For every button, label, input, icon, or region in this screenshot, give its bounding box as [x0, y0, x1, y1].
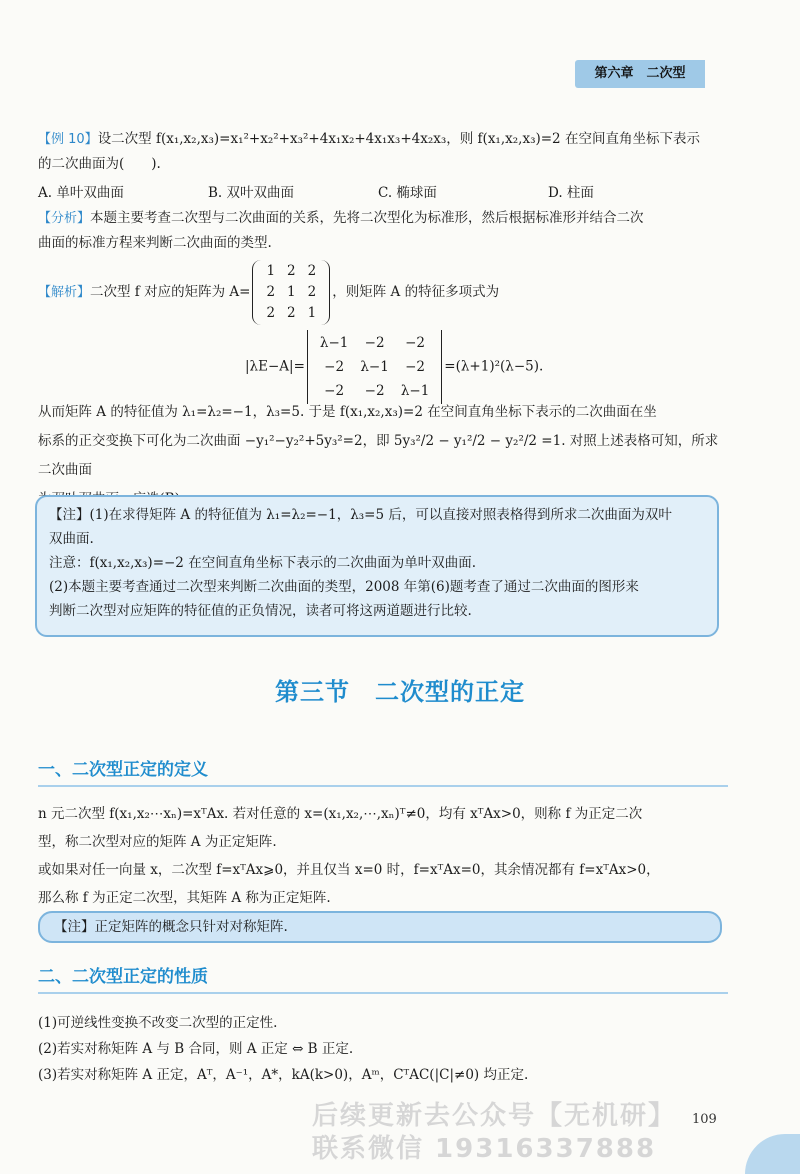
- page-number: 109: [692, 1112, 717, 1127]
- property-item: (3)若实对称矩阵 A 正定，Aᵀ，A⁻¹，A*，kA(k>0)，Aᵐ，CᵀAC(|C|≠0) 均正定.: [38, 1067, 529, 1083]
- solution-line-3: 从而矩阵 A 的特征值为 λ₁=λ₂=−1，λ₃=5. 于是 f(x₁,x₂,x₃)=2 在空间直角坐标下表示的二次曲面在坐: [38, 404, 657, 420]
- properties-list: [38, 1010, 728, 1088]
- det-right: =(λ+1)²(λ−5).: [444, 358, 544, 375]
- section-title: 第三节 二次型的正定: [275, 678, 525, 706]
- example-tag: 【例 10】: [38, 132, 98, 147]
- analysis-line-1: 本题主要考查二次型与二次曲面的关系，先将二次型化为标准形，然后根据标准形并结合二次: [90, 210, 644, 226]
- note-line-3: 注意：f(x₁,x₂,x₃)=−2 在空间直角坐标下表示的二次曲面为单叶双曲面.: [49, 555, 476, 571]
- option-d: D. 柱面: [548, 185, 594, 201]
- page-corner-decoration: [745, 1134, 800, 1174]
- def-line-2: 型，称二次型对应的矩阵 A 为正定矩阵.: [38, 834, 277, 850]
- note-line-4: (2)本题主要考查通过二次型来判断二次曲面的类型，2008 年第(6)题考查了通过二次曲面的图形来: [49, 579, 639, 595]
- matrix-a: 1 2 2 2 1 2 2 2 1: [252, 260, 330, 325]
- property-item: (1)可逆线性变换不改变二次型的正定性.: [38, 1015, 278, 1031]
- def-line-1: n 元二次型 f(x₁,x₂⋯xₙ)=xᵀAx. 若对任意的 x=(x₁,x₂,⋯,xₙ)ᵀ≠0，均有 xᵀAx>0，则称 f 为正定二次: [38, 806, 643, 822]
- def-line-3: 或如果对任一向量 x，二次型 f=xᵀAx⩾0，并且仅当 x=0 时，f=xᵀAx=0，其余情况都有 f=xᵀAx>0，: [38, 862, 660, 878]
- option-c: C. 椭球面: [378, 185, 437, 201]
- determinant: λ−1 −2 −2 −2 λ−1 −2 −2 −2 λ−1: [307, 330, 442, 404]
- solution-line-4: 标系的正交变换下可化为二次曲面 −y₁²−y₂²+5y₃²=2，即 5y₃²/2 − y₁²/2 − y₂²/2 =1. 对照上述表格可知，所求二次曲面: [38, 433, 719, 478]
- properties-heading: 二、二次型正定的性质: [38, 962, 728, 994]
- watermark-line-1: 后续更新去公众号【无机研】: [312, 1101, 677, 1131]
- property-item: (2)若实对称矩阵 A 与 B 合同，则 A 正定 ⇔ B 正定.: [38, 1041, 354, 1057]
- example-line-2: 的二次曲面为( ).: [38, 156, 161, 172]
- solution-tag: 【解析】: [38, 285, 91, 300]
- note-line-1: 【注】(1)在求得矩阵 A 的特征值为 λ₁=λ₂=−1，λ₃=5 后，可以直接对照表格得到所求二次曲面为双叶: [49, 507, 672, 523]
- option-a: A. 单叶双曲面: [38, 185, 124, 201]
- note-box: [35, 495, 719, 637]
- definition-text: [38, 800, 728, 912]
- definition-note-text: 【注】正定矩阵的概念只针对对称矩阵.: [54, 919, 288, 935]
- note-line-2: 双曲面.: [49, 531, 94, 547]
- definition-heading: 一、二次型正定的定义: [38, 755, 728, 787]
- analysis-block: [38, 206, 728, 255]
- determinant-line: [245, 330, 645, 404]
- solution-matrix-line: [38, 260, 728, 325]
- options-row: [38, 181, 718, 201]
- example-question: [38, 127, 728, 176]
- det-left: |λE−A|=: [245, 358, 305, 375]
- analysis-line-2: 曲面的标准方程来判断二次曲面的类型.: [38, 235, 272, 251]
- solution-pre: 二次型 f 对应的矩阵为 A=: [90, 284, 251, 300]
- watermark-line-2: 联系微信 19316337888: [312, 1134, 657, 1164]
- def-line-4: 那么称 f 为正定二次型，其矩阵 A 称为正定矩阵.: [38, 890, 331, 906]
- solution-post: ，则矩阵 A 的特征多项式为: [332, 284, 500, 300]
- example-line-1: 设二次型 f(x₁,x₂,x₃)=x₁²+x₂²+x₃²+4x₁x₂+4x₁x₃+4x₂x₃，则 f(x₁,x₂,x₃)=2 在空间直角坐标下表示: [97, 131, 700, 147]
- note-line-5: 判断二次型对应矩阵的特征值的正负情况，读者可将这两道题进行比较.: [49, 603, 472, 619]
- option-b: B. 双叶双曲面: [208, 185, 295, 201]
- chapter-tab: 第六章 二次型: [575, 60, 705, 88]
- definition-note: [38, 911, 722, 943]
- analysis-tag: 【分析】: [38, 211, 91, 226]
